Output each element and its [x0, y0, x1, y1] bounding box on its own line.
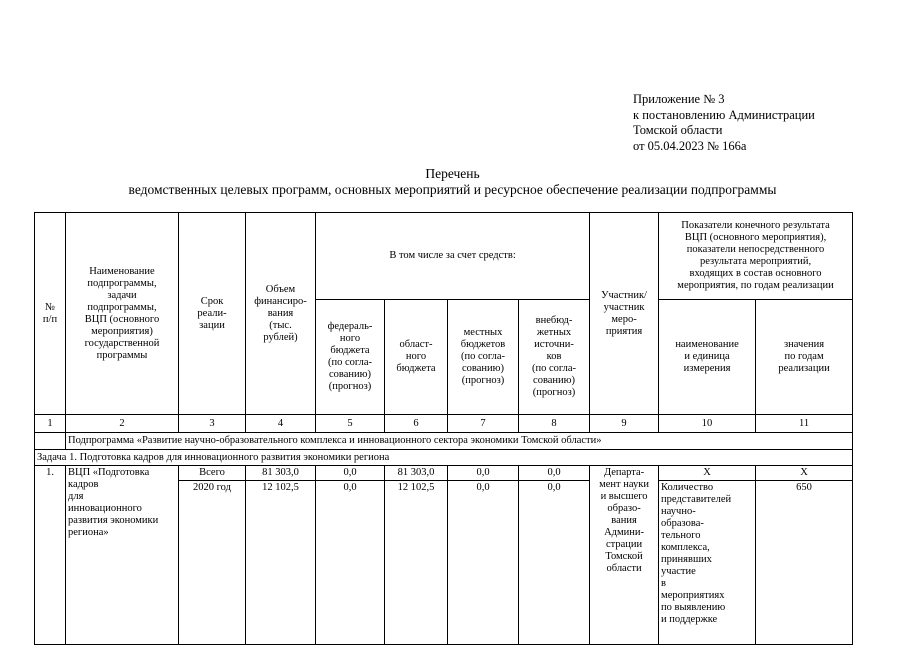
header-indicators-group: Показатели конечного результата ВЦП (основного мероприятия), показатели непосредственного результата мероприятий, входящих в состав основного мероприятия, по годам реализации — [659, 213, 853, 300]
row1-2020-term: 2020 год — [179, 481, 246, 645]
row1-total-regional: 81 303,0 — [385, 466, 448, 481]
row1-total-ind-name: Х — [659, 466, 756, 481]
header-extrabudget: внебюд- жетных источни- ков (по согла- сованию) (прогноз) — [519, 300, 590, 415]
header-volume: Объем финансиро- вания (тыс. рублей) — [246, 213, 316, 415]
row1-2020-extrabudget: 0,0 — [519, 481, 590, 645]
row1-num: 1. — [35, 466, 66, 645]
col-number: 9 — [590, 415, 659, 433]
subprogram-num-cell — [35, 433, 66, 450]
row1-2020-local: 0,0 — [448, 481, 519, 645]
col-number: 1 — [35, 415, 66, 433]
row1-total-volume: 81 303,0 — [246, 466, 316, 481]
col-number: 7 — [448, 415, 519, 433]
document-title: Перечень — [425, 166, 480, 181]
appendix-line-3: Томской области — [633, 123, 723, 137]
row1-2020-regional: 12 102,5 — [385, 481, 448, 645]
appendix-block — [633, 92, 815, 154]
row1-total-extrabudget: 0,0 — [519, 466, 590, 481]
header-ind-values: значения по годам реализации — [756, 300, 853, 415]
row1-2020-ind-value: 650 — [756, 481, 853, 645]
row1-2020-federal: 0,0 — [316, 481, 385, 645]
subprogram-row: Подпрограмма «Развитие научно-образовательного комплекса и инновационного сектора экономики Томской области» — [66, 433, 853, 450]
row1-2020-volume: 12 102,5 — [246, 481, 316, 645]
header-regional: област- ного бюджета — [385, 300, 448, 415]
col-number: 6 — [385, 415, 448, 433]
row1-2020-ind-name: Количество представителей научно- образова- тельного комплекса, принявших участие в мероприятиях по выявлению и поддержке — [659, 481, 756, 645]
col-number: 8 — [519, 415, 590, 433]
header-local: местных бюджетов (по согла- сованию) (прогноз) — [448, 300, 519, 415]
appendix-line-2: к постановлению Администрации — [633, 107, 815, 122]
row1-participant: Департа- мент науки и высшего образо- вания Админи- страции Томской области — [590, 466, 659, 645]
programs-table — [34, 212, 853, 645]
header-ind-name: наименование и единица измерения — [659, 300, 756, 415]
document-subtitle: ведомственных целевых программ, основных мероприятий и ресурсное обеспечение реализации подпрограммы — [128, 182, 777, 197]
row1-total-ind-value: Х — [756, 466, 853, 481]
header-term: Срок реали- зации — [179, 213, 246, 415]
row1-total-local: 0,0 — [448, 466, 519, 481]
col-number: 4 — [246, 415, 316, 433]
row1-name: ВЦП «Подготовка кадров для инновационного развития экономики региона» — [66, 466, 179, 645]
header-num: № п/п — [35, 213, 66, 415]
header-participant: Участник/ участник меро- приятия — [590, 213, 659, 415]
appendix-line-4: от 05.04.2023 № 166а — [633, 138, 747, 153]
row1-total-term: Всего — [179, 466, 246, 481]
row1-total-federal: 0,0 — [316, 466, 385, 481]
appendix-line-1: Приложение № 3 — [633, 92, 725, 106]
col-number: 10 — [659, 415, 756, 433]
col-number: 3 — [179, 415, 246, 433]
header-federal: федераль- ного бюджета (по согла- сованию) (прогноз) — [316, 300, 385, 415]
col-number: 5 — [316, 415, 385, 433]
col-number: 11 — [756, 415, 853, 433]
header-name: Наименование подпрограммы, задачи подпрограммы, ВЦП (основного мероприятия) государственной программы — [66, 213, 179, 415]
col-number: 2 — [66, 415, 179, 433]
header-sources-group: В том числе за счет средств: — [316, 213, 590, 300]
task-row: Задача 1. Подготовка кадров для инновационного развития экономики региона — [35, 450, 853, 466]
